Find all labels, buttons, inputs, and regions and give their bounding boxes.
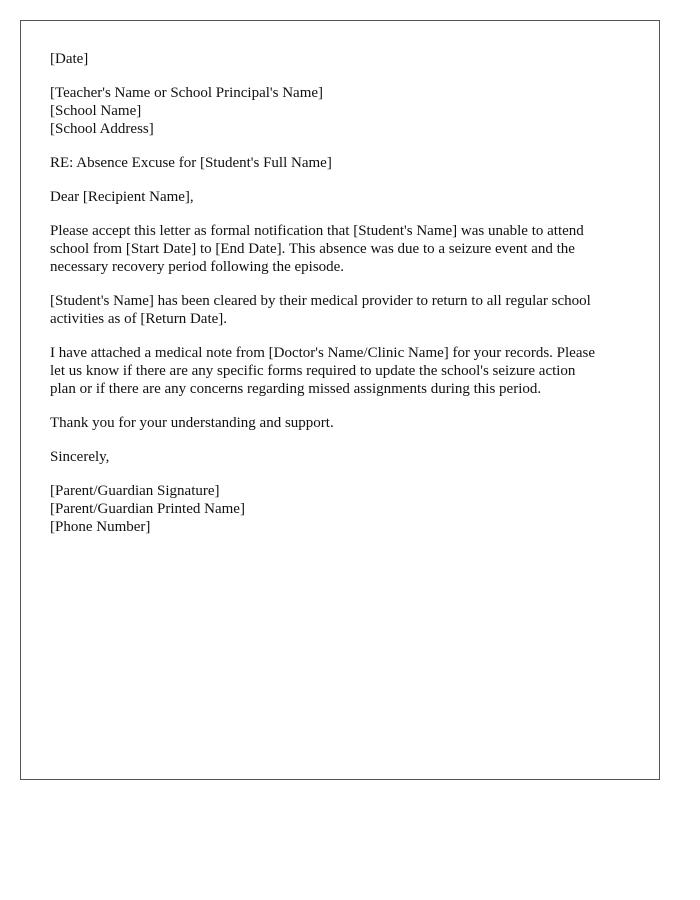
subject-line: RE: Absence Excuse for [Student's Full Name] bbox=[50, 155, 332, 171]
recipient-name-line: [Teacher's Name or School Principal's Name] bbox=[50, 85, 324, 101]
paragraph-notification bbox=[50, 222, 640, 276]
paragraph-line: school from [Start Date] to [End Date]. This absence was due to a seizure event and the bbox=[50, 241, 575, 257]
letter-page bbox=[20, 20, 660, 780]
date-block bbox=[50, 50, 640, 68]
salutation-line: Dear [Recipient Name], bbox=[50, 189, 194, 205]
closing-block bbox=[50, 448, 640, 466]
paragraph-line: [Student's Name] has been cleared by their medical provider to return to all regular school bbox=[50, 293, 591, 309]
paragraph-clearance bbox=[50, 292, 640, 328]
subject-block bbox=[50, 154, 640, 172]
salutation-block bbox=[50, 188, 640, 206]
printed-name-line: [Parent/Guardian Printed Name] bbox=[50, 501, 245, 517]
closing-line: Sincerely, bbox=[50, 449, 110, 465]
date-line: [Date] bbox=[50, 51, 89, 67]
paragraph-line: Please accept this letter as formal notification that [Student's Name] was unable to attend bbox=[50, 223, 584, 239]
paragraph-line: let us know if there are any specific forms required to update the school's seizure action bbox=[50, 363, 576, 379]
school-address-line: [School Address] bbox=[50, 121, 154, 137]
paragraph-line: plan or if there are any concerns regarding missed assignments during this period. bbox=[50, 381, 542, 397]
signature-block bbox=[50, 482, 640, 536]
paragraph-line: I have attached a medical note from [Doctor's Name/Clinic Name] for your records. Please bbox=[50, 345, 595, 361]
phone-line: [Phone Number] bbox=[50, 519, 151, 535]
paragraph-line: necessary recovery period following the episode. bbox=[50, 259, 345, 275]
letter-content bbox=[50, 50, 640, 552]
paragraph-attachment bbox=[50, 344, 640, 398]
thanks-line: Thank you for your understanding and support. bbox=[50, 415, 334, 431]
school-name-line: [School Name] bbox=[50, 103, 142, 119]
paragraph-line: activities as of [Return Date]. bbox=[50, 311, 228, 327]
recipient-block bbox=[50, 84, 640, 138]
thanks-block bbox=[50, 414, 640, 432]
signature-line: [Parent/Guardian Signature] bbox=[50, 483, 220, 499]
